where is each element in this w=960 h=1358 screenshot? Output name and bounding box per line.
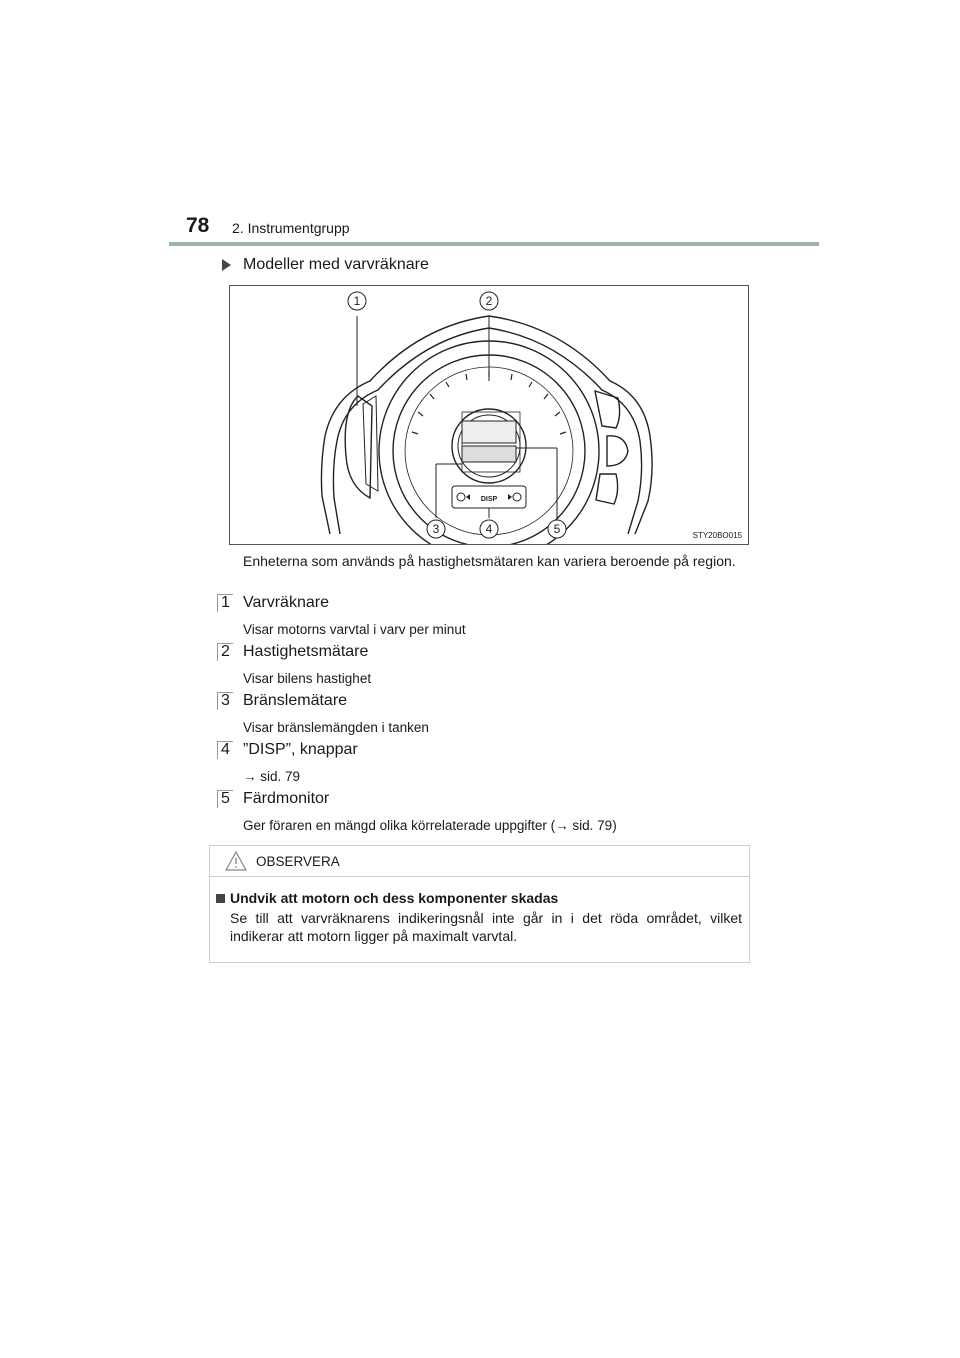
disp-button-label: DISP [480,496,498,503]
callout-2-label: 2 [485,294,493,308]
figure-code: STY20BO015 [692,531,742,540]
notice-heading [216,890,558,906]
intro-text: Enheterna som används på hastighetsmätaren kan variera beroende på region. [243,553,736,569]
notice-heading-text: Undvik att motorn och dess komponenter skadas [230,890,559,906]
section-title: 2. Instrumentgrupp [232,220,350,236]
item-description: → sid. 79 [243,769,301,784]
left-arrow-icon [466,494,470,500]
bullet-square-icon [216,894,225,903]
item-description: Visar bränslemängden i tanken [243,720,429,735]
notice-body: Se till att varvräknarens indikeringsnål inte går in i det röda området, vilket indikerar att motorn ligger på maximalt varvtal. [230,910,742,944]
item-description: Ger föraren en mängd olika körrelaterade uppgifter (→ sid. 79) [243,818,617,833]
subheading [222,256,429,274]
page-number: 78 [186,214,210,237]
instrument-cluster-illustration [230,286,748,544]
item-title: Hastighetsmätare [243,643,369,660]
item-number: 5 [217,790,233,808]
callout-5-label: 5 [553,522,561,536]
subheading-text: Modeller med varvräknare [243,256,429,273]
item-number: 1 [217,594,233,612]
item-description: Visar bilens hastighet [243,671,372,686]
notice-title: OBSERVERA [256,854,340,869]
callout-3-label: 3 [432,522,440,536]
right-arrow-icon [508,494,512,500]
item-title: Varvräknare [243,594,329,611]
item-number: 4 [217,741,233,759]
header-rule [169,242,819,246]
notice-header [210,846,749,877]
item-number: 3 [217,692,233,710]
notice-box [209,845,750,963]
instrument-cluster-figure [229,285,749,545]
item-description: Visar motorns varvtal i varv per minut [243,622,466,637]
callout-1-label: 1 [353,294,361,308]
warning-triangle-icon [224,850,248,872]
callout-4-label: 4 [485,522,493,536]
item-title: ”DISP”, knappar [243,741,358,758]
bullet-triangle-icon [222,259,231,271]
item-number: 2 [217,643,233,661]
item-title: Färdmonitor [243,790,330,807]
item-title: Bränslemätare [243,692,348,709]
